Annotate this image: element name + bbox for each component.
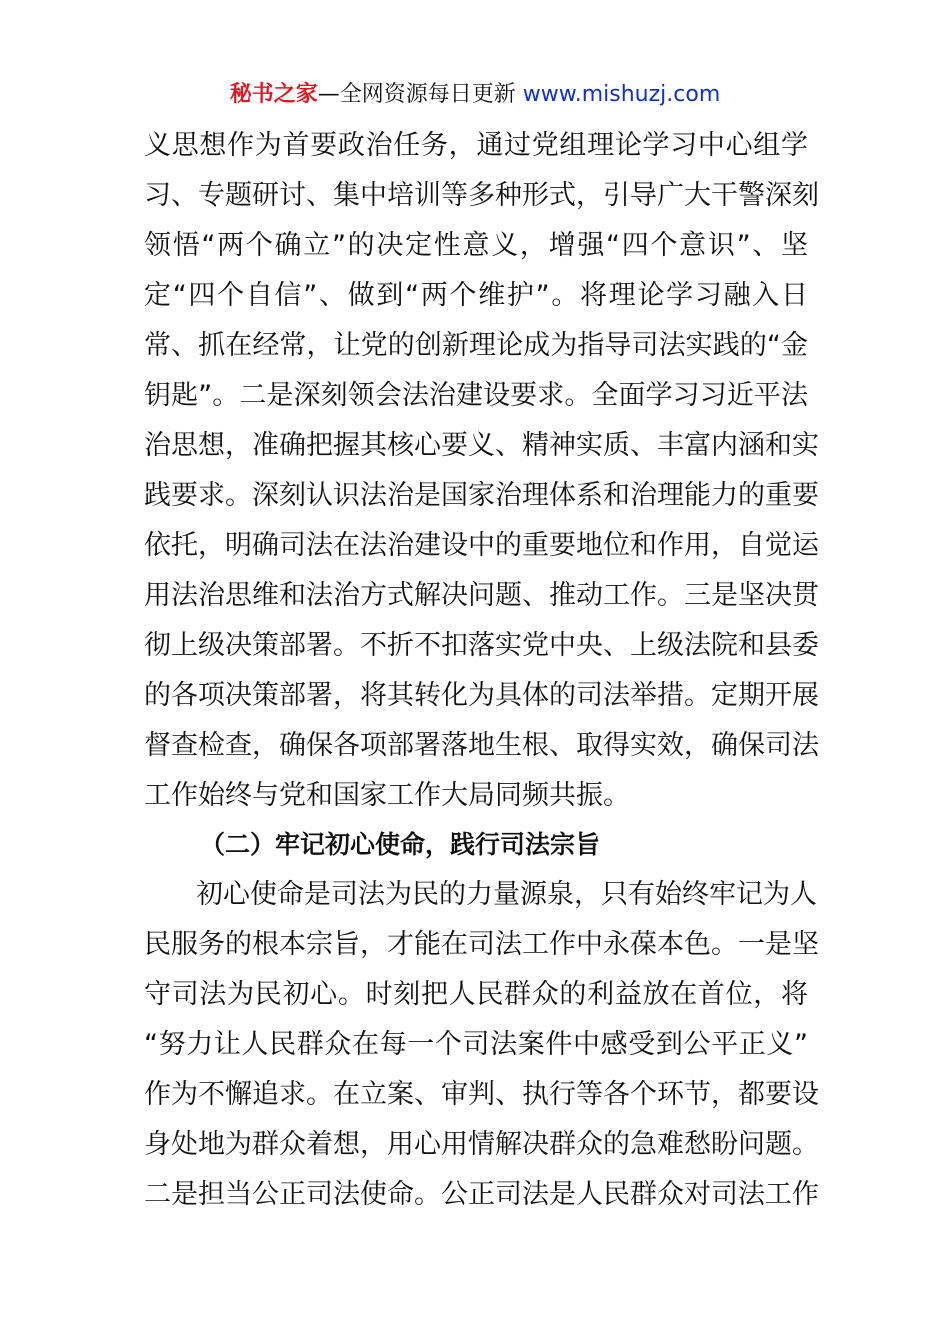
site-brand: 秘书之家 xyxy=(229,82,318,107)
paragraph-2-line: 二是担当公正司法使命。公正司法是人民群众对司法工作 xyxy=(144,1179,819,1210)
paragraph-1-line: 领悟“两个确立”的决定性意义，增强“四个意识”、坚 xyxy=(144,230,808,261)
paragraph-2-line: 守司法为民初心。时刻把人民群众的利益放在首位，将 xyxy=(144,979,808,1010)
section-heading: （二）牢记初心使命，践行司法宗旨 xyxy=(200,830,601,859)
paragraph-2-line: 作为不懈追求。在立案、审判、执行等各个环节，都要设 xyxy=(144,1079,819,1110)
paragraph-1-line: 彻上级决策部署。不折不扣落实党中央、上级法院和县委 xyxy=(144,630,819,661)
paragraph-2-line: 身处地为群众着想，用心用情解决群众的急难愁盼问题。 xyxy=(144,1129,819,1160)
paragraph-1-line: 钥匙”。二是深刻领会法治建设要求。全面学习习近平法 xyxy=(144,380,808,411)
site-url-link[interactable]: www.mishuzj.com xyxy=(522,82,721,107)
paragraph-1-line: 工作始终与党和国家工作大局同频共振。 xyxy=(144,780,630,811)
paragraph-1-line: 依托，明确司法在法治建设中的重要地位和作用，自觉运 xyxy=(144,530,819,561)
paragraph-1-line: 践要求。深刻认识法治是国家治理体系和治理能力的重要 xyxy=(144,480,819,511)
site-header xyxy=(0,80,950,110)
paragraph-1-line: 定“四个自信”、做到“两个维护”。将理论学习融入日 xyxy=(144,280,808,311)
paragraph-1-line: 治思想，准确把握其核心要义、精神实质、丰富内涵和实 xyxy=(144,430,819,461)
paragraph-1-line: 习、专题研讨、集中培训等多种形式，引导广大干警深刻 xyxy=(144,180,819,211)
site-tagline: —全网资源每日更新 xyxy=(317,82,516,107)
paragraph-2-line: 民服务的根本宗旨，才能在司法工作中永葆本色。一是坚 xyxy=(144,929,819,960)
paragraph-1-line: 用法治思维和法治方式解决问题、推动工作。三是坚决贯 xyxy=(144,580,819,611)
paragraph-1-line: 常、抓在经常，让党的创新理论成为指导司法实践的“金 xyxy=(144,330,808,361)
paragraph-1-line: 的各项决策部署，将其转化为具体的司法举措。定期开展 xyxy=(144,680,819,711)
paragraph-1-line: 义思想作为首要政治任务，通过党组理论学习中心组学 xyxy=(144,130,808,161)
paragraph-2-line: 初心使命是司法为民的力量源泉，只有始终牢记为人 xyxy=(196,879,817,910)
paragraph-1-line: 督查检查，确保各项部署落地生根、取得实效，确保司法 xyxy=(144,730,819,761)
paragraph-2-line: “努力让人民群众在每一个司法案件中感受到公平正义” xyxy=(144,1029,808,1060)
